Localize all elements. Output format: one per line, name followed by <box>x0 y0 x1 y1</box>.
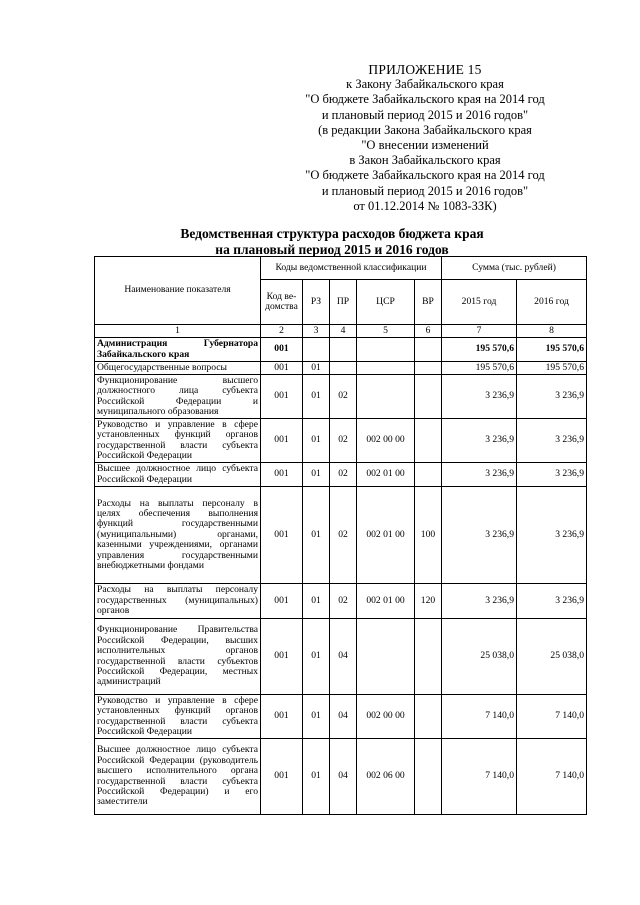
row-vr <box>415 695 442 739</box>
row-name: Функционирование высшего должностного лица субъекта Российской Федерации и муниципального образования <box>95 375 261 419</box>
table-row <box>95 419 587 463</box>
table-row <box>95 362 587 375</box>
table-row <box>95 375 587 419</box>
row-sum-2016: 7 140,0 <box>517 739 587 815</box>
row-kv: 001 <box>261 375 303 419</box>
column-number: 8 <box>517 325 587 338</box>
row-rz: 01 <box>303 739 330 815</box>
row-rz: 01 <box>303 463 330 487</box>
row-csr <box>357 375 415 419</box>
row-csr: 002 01 00 <box>357 463 415 487</box>
header-codes-group: Коды ведомственной классификации <box>261 257 442 280</box>
row-kv: 001 <box>261 619 303 695</box>
row-sum-2016: 195 570,6 <box>517 362 587 375</box>
row-pr: 02 <box>330 419 357 463</box>
column-numbers-row <box>95 325 587 338</box>
row-vr: 100 <box>415 487 442 584</box>
row-csr: 002 00 00 <box>357 695 415 739</box>
header-line: "О бюджете Забайкальского края на 2014 год <box>305 168 545 183</box>
row-kv: 001 <box>261 739 303 815</box>
row-name: Высшее должностное лицо субъекта Российской Федерации <box>95 463 261 487</box>
header-line: и плановый период 2015 и 2016 годов" <box>321 183 529 198</box>
budget-structure-table <box>94 256 587 815</box>
header-name: Наименование показателя <box>95 257 261 325</box>
row-pr: 04 <box>330 739 357 815</box>
row-sum-2015: 7 140,0 <box>442 739 517 815</box>
table-row <box>95 487 587 584</box>
row-vr: 120 <box>415 584 442 619</box>
row-kv: 001 <box>261 695 303 739</box>
column-number: 6 <box>415 325 442 338</box>
header-line: (в редакции Закона Забайкальского края <box>318 122 532 137</box>
row-name: Расходы на выплаты персоналу государственных (муниципальных) органов <box>95 584 261 619</box>
row-csr <box>357 619 415 695</box>
row-rz: 01 <box>303 419 330 463</box>
row-kv: 001 <box>261 463 303 487</box>
table-row <box>95 584 587 619</box>
row-rz: 01 <box>303 695 330 739</box>
row-pr: 02 <box>330 584 357 619</box>
row-csr: 002 06 00 <box>357 739 415 815</box>
row-vr <box>415 739 442 815</box>
row-rz: 01 <box>303 375 330 419</box>
header-line: "О бюджете Забайкальского края на 2014 год <box>305 92 545 107</box>
row-vr <box>415 338 442 362</box>
header-2015: 2015 год <box>442 280 517 325</box>
row-sum-2015: 25 038,0 <box>442 619 517 695</box>
table-body <box>95 338 587 815</box>
row-pr <box>330 338 357 362</box>
row-pr: 02 <box>330 487 357 584</box>
row-name: Руководство и управление в сфере установленных функций органов государственной власти субъекта Российской Федерации <box>95 419 261 463</box>
table-row <box>95 695 587 739</box>
row-sum-2016: 3 236,9 <box>517 487 587 584</box>
row-vr <box>415 419 442 463</box>
header-csr: ЦСР <box>357 280 415 325</box>
table-row <box>95 338 587 362</box>
column-number: 3 <box>303 325 330 338</box>
row-rz: 01 <box>303 487 330 584</box>
row-kv: 001 <box>261 419 303 463</box>
table-row <box>95 619 587 695</box>
row-csr: 002 00 00 <box>357 419 415 463</box>
row-name: Администрация Губернатора Забайкальского края <box>95 338 261 362</box>
row-name: Функционирование Правительства Российской Федерации, высших исполнительных органов государственной власти субъектов Российской Федерации, местных администраций <box>95 619 261 695</box>
column-number: 7 <box>442 325 517 338</box>
table-header-row <box>95 257 587 280</box>
row-vr <box>415 619 442 695</box>
row-sum-2016: 7 140,0 <box>517 695 587 739</box>
row-csr <box>357 338 415 362</box>
row-sum-2016: 3 236,9 <box>517 463 587 487</box>
appendix-header <box>290 62 560 214</box>
row-sum-2015: 3 236,9 <box>442 463 517 487</box>
row-sum-2016: 3 236,9 <box>517 375 587 419</box>
row-sum-2015: 7 140,0 <box>442 695 517 739</box>
header-pr: ПР <box>330 280 357 325</box>
row-kv: 001 <box>261 338 303 362</box>
row-csr <box>357 362 415 375</box>
row-sum-2015: 3 236,9 <box>442 487 517 584</box>
row-sum-2016: 195 570,6 <box>517 338 587 362</box>
row-kv: 001 <box>261 487 303 584</box>
row-sum-2016: 3 236,9 <box>517 584 587 619</box>
document-title <box>92 226 572 258</box>
table-row <box>95 463 587 487</box>
row-rz <box>303 338 330 362</box>
header-line: и плановый период 2015 и 2016 годов" <box>321 107 529 122</box>
row-sum-2015: 3 236,9 <box>442 419 517 463</box>
row-vr <box>415 375 442 419</box>
row-sum-2015: 195 570,6 <box>442 338 517 362</box>
row-pr: 02 <box>330 375 357 419</box>
table-row <box>95 739 587 815</box>
row-sum-2015: 195 570,6 <box>442 362 517 375</box>
row-sum-2015: 3 236,9 <box>442 584 517 619</box>
column-number: 4 <box>330 325 357 338</box>
header-line: "О внесении изменений <box>361 138 489 153</box>
row-pr: 02 <box>330 463 357 487</box>
header-line: в Закон Забайкальского края <box>349 153 501 168</box>
row-sum-2016: 3 236,9 <box>517 419 587 463</box>
header-kv: Код ве-домства <box>261 280 303 325</box>
column-number: 5 <box>357 325 415 338</box>
row-pr: 04 <box>330 619 357 695</box>
header-sum-group: Сумма (тыс. рублей) <box>442 257 587 280</box>
row-kv: 001 <box>261 584 303 619</box>
row-rz: 01 <box>303 362 330 375</box>
header-rz: РЗ <box>303 280 330 325</box>
row-pr <box>330 362 357 375</box>
row-sum-2015: 3 236,9 <box>442 375 517 419</box>
row-rz: 01 <box>303 619 330 695</box>
column-number: 2 <box>261 325 303 338</box>
appendix-number: ПРИЛОЖЕНИЕ 15 <box>368 62 482 77</box>
row-vr <box>415 362 442 375</box>
row-name: Высшее должностное лицо субъекта Российской Федерации (руководитель высшего исполнительного органа государственной власти субъекта Российской Федерации) и его заместители <box>95 739 261 815</box>
header-line: от 01.12.2014 № 1083-ЗЗК) <box>353 198 497 213</box>
row-csr: 002 01 00 <box>357 487 415 584</box>
row-vr <box>415 463 442 487</box>
title-line-2: на плановый период 2015 и 2016 годов <box>215 242 449 257</box>
row-kv: 001 <box>261 362 303 375</box>
row-name: Расходы на выплаты персоналу в целях обеспечения выполнения функций государственными (муниципальными) органами, казенными учреждениями, органами управления государственными внебюджетными фондами <box>95 487 261 584</box>
header-2016: 2016 год <box>517 280 587 325</box>
title-line-1: Ведомственная структура расходов бюджета края <box>180 226 484 241</box>
row-sum-2016: 25 038,0 <box>517 619 587 695</box>
row-rz: 01 <box>303 584 330 619</box>
row-pr: 04 <box>330 695 357 739</box>
row-name: Руководство и управление в сфере установленных функций органов государственной власти субъекта Российской Федерации <box>95 695 261 739</box>
column-number: 1 <box>95 325 261 338</box>
header-vr: ВР <box>415 280 442 325</box>
row-csr: 002 01 00 <box>357 584 415 619</box>
row-name: Общегосударственные вопросы <box>95 362 261 375</box>
header-line: к Закону Забайкальского края <box>346 77 504 92</box>
